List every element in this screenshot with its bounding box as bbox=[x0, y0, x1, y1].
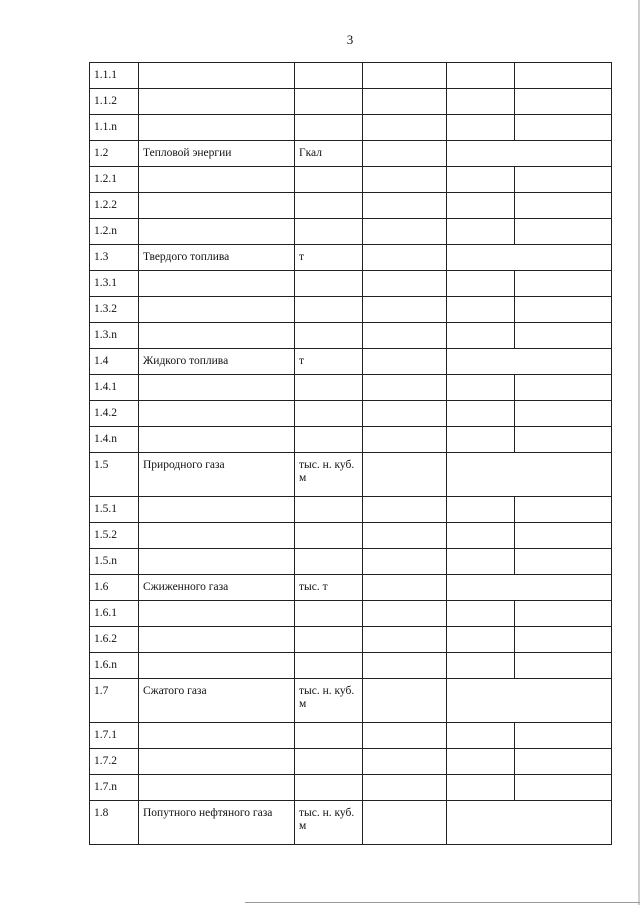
row-unit-cell bbox=[295, 653, 363, 679]
value-cell bbox=[363, 271, 447, 297]
row-name-cell bbox=[139, 115, 295, 141]
row-code-cell: 1.4.1 bbox=[90, 375, 139, 401]
value-cell bbox=[363, 801, 447, 845]
row-name-cell bbox=[139, 627, 295, 653]
row-code-cell: 1.3.2 bbox=[90, 297, 139, 323]
table-row bbox=[90, 349, 612, 375]
row-code-cell: 1.1.n bbox=[90, 115, 139, 141]
table-row bbox=[90, 219, 612, 245]
row-unit-cell bbox=[295, 627, 363, 653]
row-code-cell: 1.3.n bbox=[90, 323, 139, 349]
row-code-cell: 1.2.n bbox=[90, 219, 139, 245]
table-row bbox=[90, 749, 612, 775]
row-code-cell: 1.5.n bbox=[90, 549, 139, 575]
table-row bbox=[90, 427, 612, 453]
value-cell bbox=[447, 627, 515, 653]
row-name-cell bbox=[139, 271, 295, 297]
value-cell bbox=[363, 497, 447, 523]
value-cell bbox=[447, 723, 515, 749]
table-row bbox=[90, 497, 612, 523]
value-cell bbox=[363, 427, 447, 453]
merged-value-cell bbox=[447, 141, 612, 167]
row-name-cell bbox=[139, 749, 295, 775]
row-code-cell: 1.7 bbox=[90, 679, 139, 723]
value-cell bbox=[515, 219, 612, 245]
value-cell bbox=[515, 775, 612, 801]
row-name-cell: Сжиженного газа bbox=[139, 575, 295, 601]
row-code-cell: 1.4 bbox=[90, 349, 139, 375]
row-code-cell: 1.1.2 bbox=[90, 89, 139, 115]
row-name-cell bbox=[139, 193, 295, 219]
row-code-cell: 1.5.2 bbox=[90, 523, 139, 549]
row-name-cell bbox=[139, 167, 295, 193]
table-row bbox=[90, 679, 612, 723]
table-row bbox=[90, 601, 612, 627]
value-cell bbox=[515, 323, 612, 349]
row-unit-cell bbox=[295, 297, 363, 323]
value-cell bbox=[363, 219, 447, 245]
row-code-cell: 1.5.1 bbox=[90, 497, 139, 523]
table-row bbox=[90, 375, 612, 401]
value-cell bbox=[447, 219, 515, 245]
row-unit-cell: тыс. н. куб. м bbox=[295, 453, 363, 497]
merged-value-cell bbox=[447, 245, 612, 271]
row-code-cell: 1.1.1 bbox=[90, 63, 139, 89]
row-unit-cell bbox=[295, 375, 363, 401]
row-unit-cell: т bbox=[295, 349, 363, 375]
value-cell bbox=[515, 375, 612, 401]
value-cell bbox=[363, 349, 447, 375]
row-unit-cell bbox=[295, 89, 363, 115]
value-cell bbox=[363, 323, 447, 349]
row-code-cell: 1.6.n bbox=[90, 653, 139, 679]
value-cell bbox=[363, 375, 447, 401]
value-cell bbox=[447, 323, 515, 349]
row-code-cell: 1.8 bbox=[90, 801, 139, 845]
value-cell bbox=[515, 653, 612, 679]
row-unit-cell: т bbox=[295, 245, 363, 271]
value-cell bbox=[363, 679, 447, 723]
row-code-cell: 1.6 bbox=[90, 575, 139, 601]
row-name-cell bbox=[139, 219, 295, 245]
row-name-cell bbox=[139, 549, 295, 575]
value-cell bbox=[363, 653, 447, 679]
row-name-cell: Тепловой энергии bbox=[139, 141, 295, 167]
value-cell bbox=[363, 453, 447, 497]
value-cell bbox=[447, 775, 515, 801]
table-row bbox=[90, 801, 612, 845]
merged-value-cell bbox=[447, 575, 612, 601]
row-unit-cell bbox=[295, 323, 363, 349]
row-code-cell: 1.7.n bbox=[90, 775, 139, 801]
value-cell bbox=[447, 193, 515, 219]
page-number: 3 bbox=[346, 32, 354, 47]
value-cell bbox=[363, 723, 447, 749]
row-code-cell: 1.7.1 bbox=[90, 723, 139, 749]
row-name-cell bbox=[139, 375, 295, 401]
row-name-cell: Природного газа bbox=[139, 453, 295, 497]
row-unit-cell bbox=[295, 63, 363, 89]
value-cell bbox=[515, 401, 612, 427]
row-name-cell bbox=[139, 775, 295, 801]
row-unit-cell bbox=[295, 193, 363, 219]
row-name-cell bbox=[139, 297, 295, 323]
scan-edge-bottom bbox=[245, 902, 640, 903]
table-row bbox=[90, 575, 612, 601]
row-name-cell: Твердого топлива bbox=[139, 245, 295, 271]
value-cell bbox=[363, 401, 447, 427]
row-unit-cell bbox=[295, 723, 363, 749]
value-cell bbox=[363, 749, 447, 775]
value-cell bbox=[363, 245, 447, 271]
value-cell bbox=[515, 523, 612, 549]
row-unit-cell bbox=[295, 401, 363, 427]
value-cell bbox=[515, 89, 612, 115]
value-cell bbox=[447, 375, 515, 401]
row-name-cell bbox=[139, 63, 295, 89]
value-cell bbox=[515, 549, 612, 575]
value-cell bbox=[447, 601, 515, 627]
row-unit-cell bbox=[295, 749, 363, 775]
row-unit-cell: Гкал bbox=[295, 141, 363, 167]
table-row bbox=[90, 549, 612, 575]
table-row bbox=[90, 627, 612, 653]
value-cell bbox=[515, 723, 612, 749]
row-code-cell: 1.4.n bbox=[90, 427, 139, 453]
value-cell bbox=[363, 575, 447, 601]
value-cell bbox=[447, 115, 515, 141]
table-row bbox=[90, 115, 612, 141]
value-cell bbox=[363, 167, 447, 193]
row-unit-cell: тыс. т bbox=[295, 575, 363, 601]
row-unit-cell bbox=[295, 115, 363, 141]
table-row bbox=[90, 271, 612, 297]
row-code-cell: 1.4.2 bbox=[90, 401, 139, 427]
value-cell bbox=[515, 115, 612, 141]
value-cell bbox=[515, 271, 612, 297]
row-unit-cell bbox=[295, 167, 363, 193]
value-cell bbox=[447, 549, 515, 575]
row-name-cell bbox=[139, 323, 295, 349]
table-row bbox=[90, 167, 612, 193]
value-cell bbox=[447, 297, 515, 323]
merged-value-cell bbox=[447, 349, 612, 375]
value-cell bbox=[515, 749, 612, 775]
row-code-cell: 1.2 bbox=[90, 141, 139, 167]
row-name-cell bbox=[139, 401, 295, 427]
value-cell bbox=[447, 749, 515, 775]
value-cell bbox=[363, 63, 447, 89]
value-cell bbox=[363, 523, 447, 549]
value-cell bbox=[515, 297, 612, 323]
value-cell bbox=[447, 271, 515, 297]
row-unit-cell bbox=[295, 497, 363, 523]
value-cell bbox=[363, 297, 447, 323]
merged-value-cell bbox=[447, 453, 612, 497]
row-name-cell bbox=[139, 427, 295, 453]
value-cell bbox=[447, 63, 515, 89]
value-cell bbox=[515, 167, 612, 193]
table-row bbox=[90, 89, 612, 115]
table-row bbox=[90, 245, 612, 271]
row-name-cell bbox=[139, 497, 295, 523]
value-cell bbox=[363, 89, 447, 115]
row-unit-cell bbox=[295, 219, 363, 245]
table-row bbox=[90, 775, 612, 801]
value-cell bbox=[363, 775, 447, 801]
row-code-cell: 1.6.1 bbox=[90, 601, 139, 627]
value-cell bbox=[447, 401, 515, 427]
value-cell bbox=[515, 63, 612, 89]
resource-table-body bbox=[90, 63, 612, 845]
row-name-cell bbox=[139, 601, 295, 627]
row-unit-cell: тыс. н. куб. м bbox=[295, 801, 363, 845]
table-row bbox=[90, 297, 612, 323]
table-row bbox=[90, 141, 612, 167]
value-cell bbox=[447, 523, 515, 549]
row-code-cell: 1.2.2 bbox=[90, 193, 139, 219]
row-code-cell: 1.3.1 bbox=[90, 271, 139, 297]
value-cell bbox=[515, 627, 612, 653]
value-cell bbox=[447, 89, 515, 115]
row-unit-cell bbox=[295, 523, 363, 549]
value-cell bbox=[447, 653, 515, 679]
row-code-cell: 1.3 bbox=[90, 245, 139, 271]
table-row bbox=[90, 653, 612, 679]
value-cell bbox=[363, 141, 447, 167]
value-cell bbox=[363, 115, 447, 141]
row-name-cell bbox=[139, 723, 295, 749]
row-name-cell bbox=[139, 653, 295, 679]
merged-value-cell bbox=[447, 801, 612, 845]
table-row bbox=[90, 723, 612, 749]
value-cell bbox=[363, 549, 447, 575]
value-cell bbox=[363, 601, 447, 627]
table-row bbox=[90, 401, 612, 427]
value-cell bbox=[515, 601, 612, 627]
value-cell bbox=[447, 497, 515, 523]
table-row bbox=[90, 453, 612, 497]
table-row bbox=[90, 323, 612, 349]
row-name-cell: Попутного нефтяного газа bbox=[139, 801, 295, 845]
value-cell bbox=[515, 497, 612, 523]
value-cell bbox=[447, 427, 515, 453]
row-name-cell: Жидкого топлива bbox=[139, 349, 295, 375]
table-row bbox=[90, 193, 612, 219]
row-unit-cell bbox=[295, 775, 363, 801]
table-row bbox=[90, 523, 612, 549]
table-row bbox=[90, 63, 612, 89]
value-cell bbox=[447, 167, 515, 193]
row-unit-cell bbox=[295, 271, 363, 297]
value-cell bbox=[515, 193, 612, 219]
row-unit-cell bbox=[295, 427, 363, 453]
row-name-cell bbox=[139, 89, 295, 115]
value-cell bbox=[363, 193, 447, 219]
merged-value-cell bbox=[447, 679, 612, 723]
row-unit-cell bbox=[295, 601, 363, 627]
row-unit-cell bbox=[295, 549, 363, 575]
row-code-cell: 1.2.1 bbox=[90, 167, 139, 193]
value-cell bbox=[515, 427, 612, 453]
row-name-cell: Сжатого газа bbox=[139, 679, 295, 723]
row-code-cell: 1.6.2 bbox=[90, 627, 139, 653]
row-code-cell: 1.7.2 bbox=[90, 749, 139, 775]
row-name-cell bbox=[139, 523, 295, 549]
resource-table bbox=[89, 62, 612, 845]
value-cell bbox=[363, 627, 447, 653]
row-unit-cell: тыс. н. куб. м bbox=[295, 679, 363, 723]
row-code-cell: 1.5 bbox=[90, 453, 139, 497]
